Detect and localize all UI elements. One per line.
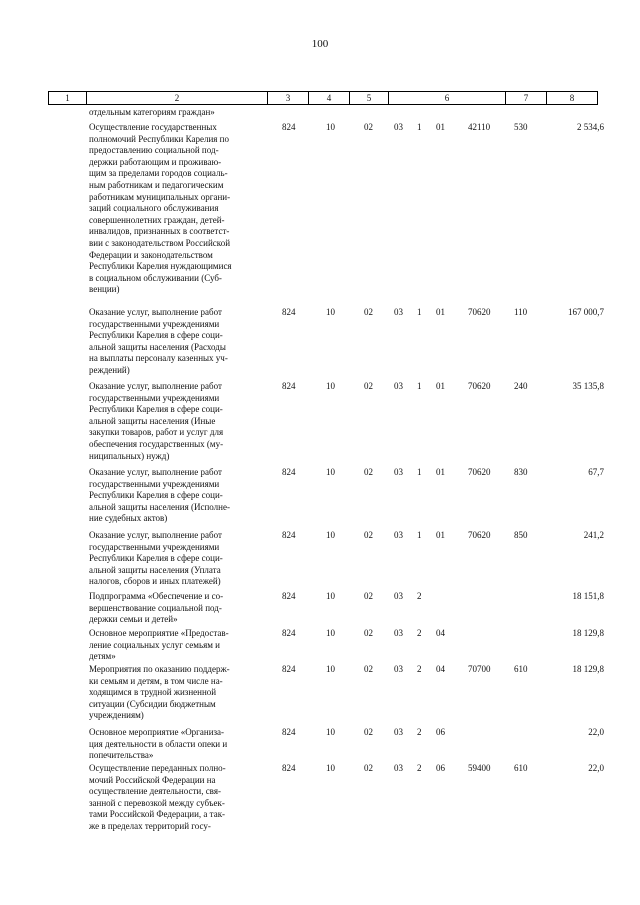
row-col-6a: 03	[394, 530, 403, 540]
row-col-6a: 03	[394, 467, 403, 477]
row-col-7: 530	[514, 122, 528, 132]
row-col-6a: 03	[394, 122, 403, 132]
row-col-6b: 1	[417, 307, 422, 317]
row-col-8: 22,0	[588, 727, 604, 737]
row-col-4: 10	[326, 530, 335, 540]
row-col-6b: 2	[417, 628, 422, 638]
row-col-8: 2 534,6	[577, 122, 604, 132]
row-col-6b: 1	[417, 381, 422, 391]
row-col-6b: 2	[417, 591, 422, 601]
row-description: Основное мероприятие «Предостав- ление социальных услуг семьям и детям»	[89, 628, 229, 662]
row-col-5: 02	[364, 381, 373, 391]
row-col-8: 241,2	[583, 530, 604, 540]
row-col-6b: 1	[417, 122, 422, 132]
header-col-5: 5	[350, 92, 389, 105]
row-col-6c: 01	[436, 307, 445, 317]
row-col-4: 10	[326, 591, 335, 601]
row-col-5: 02	[364, 467, 373, 477]
row-col-6b: 1	[417, 530, 422, 540]
row-col-4: 10	[326, 628, 335, 638]
row-col-4: 10	[326, 763, 335, 773]
row-col-7: 610	[514, 664, 528, 674]
row-col-6c: 01	[436, 122, 445, 132]
row-col-4: 10	[326, 664, 335, 674]
row-description: Оказание услуг, выполнение работ государственными учреждениями Республики Карелия в сфере соци- альной защиты населения (Исполне- ние судебных актов)	[89, 467, 230, 524]
row-col-8: 18 129,8	[572, 664, 604, 674]
row-col-6c: 06	[436, 727, 445, 737]
row-col-8: 18 151,8	[572, 591, 604, 601]
row-col-5: 02	[364, 530, 373, 540]
row-col-5: 02	[364, 664, 373, 674]
row-col-3: 824	[282, 664, 296, 674]
row-col-6c: 01	[436, 530, 445, 540]
row-col-3: 824	[282, 628, 296, 638]
row-col-7: 240	[514, 381, 528, 391]
row-col-3: 824	[282, 727, 296, 737]
row-col-6b: 2	[417, 727, 422, 737]
header-col-3: 3	[268, 92, 309, 105]
row-col-5: 02	[364, 591, 373, 601]
row-col-6d: 70620	[468, 530, 491, 540]
row-col-4: 10	[326, 122, 335, 132]
row-col-6d: 42110	[468, 122, 491, 132]
row-col-3: 824	[282, 381, 296, 391]
row-description: Оказание услуг, выполнение работ государственными учреждениями Республики Карелия в сфере соци- альной защиты населения (Расходы на выплаты персоналу казенных уч- реждений)	[89, 307, 228, 375]
row-description: Основное мероприятие «Организа- ция деятельности в области опеки и попечительства»	[89, 727, 228, 761]
row-col-4: 10	[326, 307, 335, 317]
table-header	[48, 91, 598, 105]
row-description: Оказание услуг, выполнение работ государственными учреждениями Республики Карелия в сфере соци- альной защиты населения (Иные закупки товаров, работ и услуг для обеспечения государственных (му- ниципальных) нужд)	[89, 381, 224, 461]
row-col-8: 22,0	[588, 763, 604, 773]
row-col-6a: 03	[394, 591, 403, 601]
page-number: 100	[311, 38, 329, 50]
row-description: Подпрограмма «Обеспечение и со- вершенствование социальной под- держки семьи и детей»	[89, 591, 224, 625]
row-col-7: 110	[514, 307, 528, 317]
row-description: Оказание услуг, выполнение работ государственными учреждениями Республики Карелия в сфере соци- альной защиты населения (Уплата налогов, сборов и иных платежей)	[89, 530, 223, 587]
row-col-6a: 03	[394, 664, 403, 674]
header-col-7: 7	[506, 92, 547, 105]
row-col-6c: 01	[436, 381, 445, 391]
row-description: отдельным категориям граждан»	[89, 107, 215, 117]
row-description: Мероприятия по оказанию поддерж- ки семьям и детям, в том числе на- ходящимся в трудной жизненной ситуации (Субсидии бюджетным учреждениям)	[89, 664, 230, 721]
row-col-4: 10	[326, 381, 335, 391]
header-col-8: 8	[547, 92, 598, 105]
header-col-4: 4	[309, 92, 350, 105]
row-col-5: 02	[364, 122, 373, 132]
row-col-6c: 04	[436, 628, 445, 638]
row-col-5: 02	[364, 307, 373, 317]
row-col-3: 824	[282, 763, 296, 773]
header-col-2: 2	[87, 92, 268, 105]
row-col-7: 850	[514, 530, 528, 540]
row-col-3: 824	[282, 307, 296, 317]
header-col-6: 6	[389, 92, 506, 105]
row-col-8: 18 129,8	[572, 628, 604, 638]
row-col-5: 02	[364, 628, 373, 638]
row-col-5: 02	[364, 727, 373, 737]
row-col-6c: 01	[436, 467, 445, 477]
row-col-7: 830	[514, 467, 528, 477]
row-col-4: 10	[326, 467, 335, 477]
row-col-6a: 03	[394, 307, 403, 317]
row-col-6c: 04	[436, 664, 445, 674]
row-col-6a: 03	[394, 628, 403, 638]
row-col-6b: 2	[417, 664, 422, 674]
row-col-7: 610	[514, 763, 528, 773]
row-description: Осуществление переданных полно- мочий Российской Федерации на осуществление деятельности, свя- занной с перевозкой между субъек- тами Российской Федерации, а так- же в пределах территорий госу-	[89, 763, 226, 831]
row-col-6a: 03	[394, 763, 403, 773]
row-col-3: 824	[282, 591, 296, 601]
row-col-3: 824	[282, 530, 296, 540]
row-col-6a: 03	[394, 727, 403, 737]
row-col-6d: 70620	[468, 467, 491, 477]
row-col-6a: 03	[394, 381, 403, 391]
row-col-6b: 2	[417, 763, 422, 773]
row-description: Осуществление государственных полномочий Республики Карелия по предоставлению социальной под- держки работающим и проживаю- щим за пределами городов социаль- ным работникам и педагогическим работникам муниципальных органи- заций социального обслуживания совершеннолетних граждан, детей- инвалидов, признанных в соответст- вии с законодательством Российской Федерации и законодательством Республики Карелия нуждающимися в социальном обслуживании (Суб- венции)	[89, 122, 232, 295]
row-col-6d: 70700	[468, 664, 491, 674]
row-col-6d: 70620	[468, 307, 491, 317]
row-col-8: 167 000,7	[568, 307, 604, 317]
row-col-5: 02	[364, 763, 373, 773]
row-col-6d: 70620	[468, 381, 491, 391]
row-col-6b: 1	[417, 467, 422, 477]
row-col-3: 824	[282, 467, 296, 477]
row-col-8: 35 135,8	[572, 381, 604, 391]
row-col-6d: 59400	[468, 763, 491, 773]
row-col-6c: 06	[436, 763, 445, 773]
row-col-8: 67,7	[588, 467, 604, 477]
header-col-1: 1	[49, 92, 87, 105]
row-col-4: 10	[326, 727, 335, 737]
row-col-3: 824	[282, 122, 296, 132]
